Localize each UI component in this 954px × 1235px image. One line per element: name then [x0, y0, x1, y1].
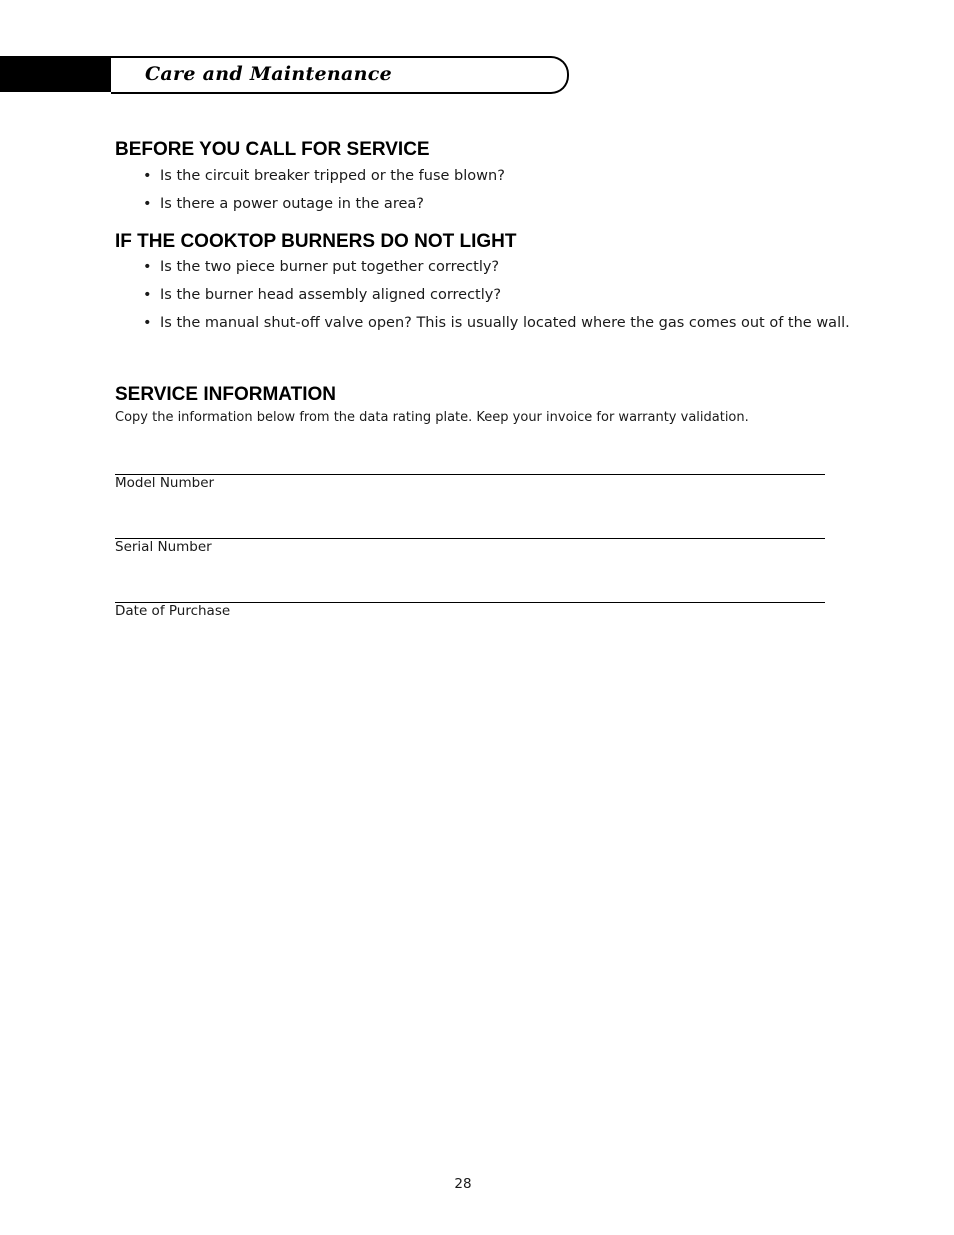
before-service-heading: BEFORE YOU CALL FOR SERVICE: [115, 139, 430, 160]
list-item-text: Is the manual shut-off valve open? This is usually located where the gas comes out of the wall.: [160, 315, 850, 331]
header-black-bar: [0, 56, 112, 92]
list-item-text: Is the two piece burner put together correctly?: [160, 259, 500, 275]
date-of-purchase-label: Date of Purchase: [115, 603, 231, 619]
burners-heading: IF THE COOKTOP BURNERS DO NOT LIGHT: [115, 231, 517, 252]
list-item: [143, 258, 850, 286]
serial-number-label: Serial Number: [115, 539, 212, 555]
list-item-text: Is there a power outage in the area?: [160, 196, 424, 212]
page-number: 28: [454, 1176, 472, 1192]
bullet-icon: •: [143, 287, 152, 303]
list-item-text: Is the burner head assembly aligned correctly?: [160, 287, 502, 303]
bullet-icon: •: [143, 196, 152, 212]
list-item: [143, 286, 850, 314]
serial-number-line[interactable]: [115, 538, 825, 539]
service-info-intro: Copy the information below from the data rating plate. Keep your invoice for warranty validation.: [115, 410, 749, 425]
list-item: [143, 314, 850, 342]
before-service-list: [143, 167, 505, 223]
page-title: Care and Maintenance: [145, 63, 393, 85]
burners-list: [143, 258, 850, 342]
model-number-label: Model Number: [115, 475, 215, 491]
model-number-line[interactable]: [115, 474, 825, 475]
service-info-heading: SERVICE INFORMATION: [115, 384, 336, 405]
list-item: [143, 167, 505, 195]
list-item-text: Is the circuit breaker tripped or the fuse blown?: [160, 168, 505, 184]
list-item: [143, 195, 505, 223]
bullet-icon: •: [143, 168, 152, 184]
bullet-icon: •: [143, 259, 152, 275]
bullet-icon: •: [143, 315, 152, 331]
